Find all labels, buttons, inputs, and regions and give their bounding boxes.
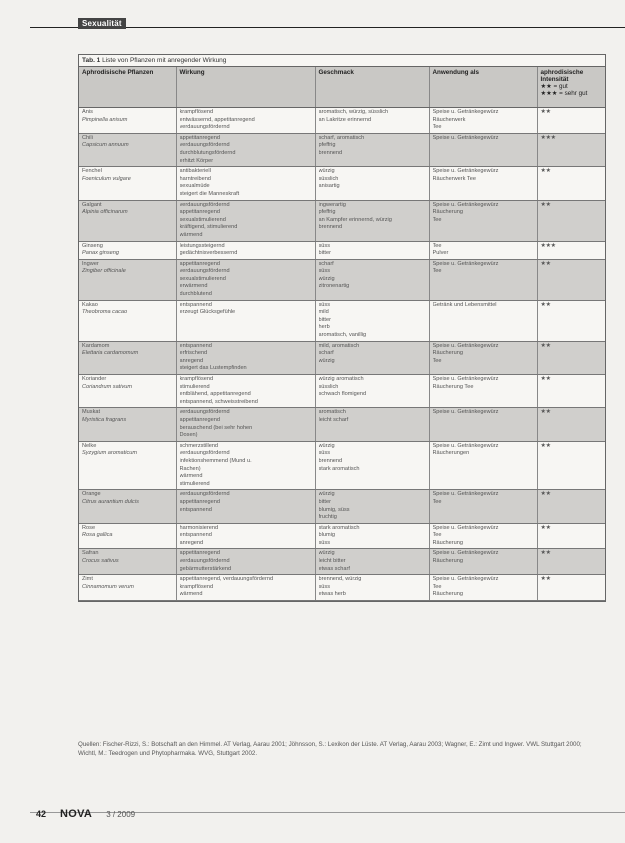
intensity-stars: ★★★ [540, 134, 556, 141]
taste-line: herb [318, 324, 330, 331]
use-line: Speise u. Getränkegewürz [432, 376, 499, 382]
use-line: Tee [432, 124, 442, 131]
effect-cell [176, 341, 315, 374]
intensity-cell [537, 133, 605, 166]
effect-line: wärmend [179, 473, 203, 480]
intensity-stars: ★★ [540, 442, 551, 449]
effect-line: appetitanregend [179, 550, 220, 557]
effect-line: verdauungsfördernd [179, 450, 230, 457]
plant-name: Nelke [82, 442, 97, 449]
intensity-stars: ★★ [540, 342, 551, 349]
intensity-cell [537, 341, 605, 374]
plant-name: Galgant [82, 201, 102, 208]
plant-latin-name: Panax ginseng [82, 250, 120, 257]
effect-cell [176, 408, 315, 441]
taste-line: würzig aromatisch [318, 376, 364, 382]
table-row [79, 441, 605, 490]
use-line: Speise u. Getränkegewürz [432, 109, 499, 115]
taste-line: süss [318, 242, 331, 249]
use-cell [429, 523, 537, 549]
use-line: Speise u. Getränkegewürz [432, 409, 499, 416]
effect-line: infektionshemmend (Mund u. [179, 457, 252, 464]
use-line: Tee [432, 357, 442, 364]
effect-cell [176, 108, 315, 134]
use-line: Tee [432, 242, 442, 249]
taste-line: brennend, würzig [318, 576, 362, 583]
plant-name: Ingwer [82, 260, 99, 267]
table-header-row [79, 67, 605, 108]
taste-line: an Lakritze erinnernd [318, 116, 372, 123]
use-cell [429, 300, 537, 341]
effect-cell [176, 575, 315, 601]
taste-line: schwach flomigend [318, 391, 367, 398]
taste-line: würzig [318, 442, 335, 449]
table-body [79, 108, 605, 601]
effect-line: entspannend [179, 301, 212, 308]
section-tag: Sexualität [78, 18, 126, 29]
use-cell [429, 375, 537, 408]
taste-line: stark aromatisch [318, 524, 360, 531]
plant-cell [79, 133, 176, 166]
taste-line: brennend [318, 457, 343, 464]
taste-line: scharf, aromatisch [318, 134, 365, 141]
effect-line: steigert das Lustempfinden [179, 365, 247, 372]
taste-line: süss [318, 539, 331, 546]
effect-line: appetitanregend [179, 260, 220, 267]
plant-latin-name: Elettaria cardamomum [82, 350, 139, 357]
taste-line: würzig [318, 275, 335, 282]
plant-latin-name: Crocus sativus [82, 558, 119, 565]
effect-line: gebärmutterstärkend [179, 565, 232, 572]
effect-line: erzeugt Glücksgefühle [179, 309, 236, 316]
table-row [79, 375, 605, 408]
use-cell [429, 200, 537, 241]
taste-line: etwas herb [318, 591, 346, 598]
taste-cell [315, 549, 429, 575]
effect-line: wärmend [179, 591, 203, 598]
use-line: Speise u. Getränkegewürz [432, 524, 499, 531]
use-line: Tee [432, 216, 442, 223]
effect-line: sexualstimulierend [179, 275, 226, 282]
taste-line: würzig [318, 168, 335, 175]
intensity-stars: ★★ [540, 201, 551, 208]
taste-line: leicht bitter [318, 558, 346, 565]
taste-line: bitter [318, 316, 331, 323]
taste-line: leicht scharf [318, 416, 349, 423]
caption-label: Tab. 1 [82, 57, 101, 64]
effect-cell [176, 549, 315, 575]
table-row [79, 549, 605, 575]
taste-line: ingwerartig [318, 201, 346, 208]
taste-line: würzig [318, 491, 335, 498]
intensity-legend-good: ★★ = gut [540, 83, 568, 90]
use-line: Pulver [432, 250, 449, 257]
taste-cell [315, 241, 429, 259]
taste-line: würzig [318, 357, 335, 364]
table-row [79, 133, 605, 166]
effect-line: wärmend [179, 231, 203, 238]
plant-cell [79, 408, 176, 441]
effect-line: entspannend [179, 342, 212, 349]
plant-cell [79, 241, 176, 259]
plant-cell [79, 523, 176, 549]
effect-line: anregend [179, 539, 204, 546]
effect-line: verdauungsfördernd [179, 268, 230, 275]
effect-line: stimulierend [179, 383, 210, 390]
intensity-cell [537, 575, 605, 601]
use-line: Speise u. Getränkegewürz [432, 260, 499, 267]
effect-line: verdauungsfördernd [179, 491, 230, 498]
caption-text: Liste von Pflanzen mit anregender Wirkung [102, 57, 227, 64]
taste-cell [315, 341, 429, 374]
plant-name: Rose [82, 524, 96, 531]
effect-line: verdauungsfördernd [179, 409, 230, 416]
effect-line: appetitanregend [179, 209, 220, 216]
taste-cell [315, 441, 429, 490]
taste-line: fruchtig [318, 514, 337, 521]
effect-line: krampflösend [179, 109, 214, 115]
plant-latin-name: Syzygium aromaticum [82, 450, 138, 457]
table-caption [79, 55, 605, 67]
col-header-intensity [537, 67, 605, 108]
effect-line: durchblutend [179, 291, 212, 298]
effect-line: appetitanregend [179, 134, 220, 141]
use-line: Räucherung Tee [432, 383, 474, 390]
use-cell [429, 408, 537, 441]
intensity-cell [537, 200, 605, 241]
use-line: Getränk und Lebensmittel [432, 301, 497, 308]
plant-cell [79, 549, 176, 575]
effect-line: appetitanregend, verdauungsfördernd [179, 576, 274, 583]
intensity-stars: ★★ [540, 168, 551, 175]
use-line: Tee [432, 583, 442, 590]
table-row [79, 408, 605, 441]
effect-line: erfrischend [179, 350, 208, 357]
table [79, 67, 605, 601]
effect-line: verdauungsfördernd [179, 124, 230, 131]
use-line: Speise u. Getränkegewürz [432, 201, 499, 208]
taste-line: anisartig [318, 183, 340, 190]
use-line: Tee [432, 268, 442, 275]
col-header-effect: Wirkung [176, 67, 315, 108]
taste-cell [315, 200, 429, 241]
use-line: Speise u. Getränkegewürz [432, 550, 499, 557]
plant-name: Muskat [82, 409, 101, 416]
issue-number: 3 / 2009 [106, 810, 136, 819]
plant-latin-name: Cinnamomum verum [82, 583, 134, 590]
effect-cell [176, 300, 315, 341]
use-line: Räucherung [432, 209, 463, 216]
use-line: Speise u. Getränkegewürz [432, 134, 499, 141]
effect-line: leistungssteigernd [179, 242, 225, 249]
effect-line: erhitzt Körper [179, 157, 214, 164]
table-row [79, 108, 605, 134]
effect-line: durchblutungsfördernd [179, 149, 236, 156]
use-line: Speise u. Getränkegewürz [432, 342, 499, 349]
use-cell [429, 575, 537, 601]
intensity-cell [537, 300, 605, 341]
plant-latin-name: Rosa gallica [82, 532, 113, 539]
intensity-stars: ★★ [540, 524, 551, 531]
taste-cell [315, 259, 429, 300]
taste-line: bitter [318, 250, 331, 257]
effect-cell [176, 490, 315, 523]
page-footer [36, 808, 135, 820]
effect-line: entspannend, schweisstreibend [179, 398, 258, 405]
effect-line: harmonisierend [179, 524, 219, 531]
taste-line: scharf [318, 350, 334, 357]
intensity-cell [537, 523, 605, 549]
effect-line: krampflösend [179, 583, 214, 590]
effect-line: sexualmüde [179, 183, 210, 190]
taste-line: blumig [318, 532, 335, 539]
taste-cell [315, 575, 429, 601]
use-cell [429, 108, 537, 134]
effect-line: krampflösend [179, 376, 214, 382]
use-line: Speise u. Getränkegewürz [432, 491, 499, 498]
effect-cell [176, 241, 315, 259]
table-row [79, 241, 605, 259]
intensity-stars: ★★ [540, 260, 551, 267]
effect-line: antibakteriell [179, 168, 211, 175]
effect-line: entwässernd, appetitanregend [179, 116, 255, 123]
use-line: Räucherwerk [432, 116, 466, 123]
taste-line: süsslich [318, 175, 339, 182]
intensity-stars: ★★ [540, 576, 551, 583]
use-line: Speise u. Getränkegewürz [432, 442, 499, 449]
plant-name: Zimt [82, 576, 93, 583]
plant-latin-name: Myristica fragrans [82, 416, 127, 423]
taste-cell [315, 108, 429, 134]
effect-line: harntreibend [179, 175, 211, 182]
use-cell [429, 490, 537, 523]
effect-line: appetitanregend [179, 498, 220, 505]
taste-line: pfeffrig [318, 209, 336, 216]
use-line: Speise u. Getränkegewürz [432, 576, 499, 583]
plant-cell [79, 259, 176, 300]
plant-cell [79, 167, 176, 200]
table-row [79, 523, 605, 549]
intensity-stars: ★★ [540, 409, 551, 416]
plant-latin-name: Foeniculum vulgare [82, 175, 131, 182]
table-row [79, 341, 605, 374]
effect-cell [176, 441, 315, 490]
taste-line: süsslich [318, 383, 339, 390]
intensity-header-label: aphrodisische Intensität [540, 69, 584, 83]
use-line: Räucherung [432, 539, 463, 546]
effect-line: appetitanregend [179, 416, 220, 423]
plant-latin-name: Citrus aurantium dulcis [82, 498, 139, 505]
use-cell [429, 241, 537, 259]
use-cell [429, 167, 537, 200]
taste-line: brennend [318, 224, 343, 231]
effect-cell [176, 133, 315, 166]
use-line: Tee [432, 498, 442, 505]
taste-line: süss [318, 301, 331, 308]
taste-line: brennend [318, 149, 343, 156]
use-cell [429, 133, 537, 166]
magazine-name: NOVA [60, 808, 93, 820]
taste-line: zitronenartig [318, 283, 350, 290]
effect-cell [176, 167, 315, 200]
col-header-plant: Aphrodisische Pflanzen [79, 67, 176, 108]
effect-line: schmerzstillend [179, 442, 219, 449]
taste-line: aromatisch, vanillig [318, 332, 367, 339]
intensity-stars: ★★ [540, 550, 551, 557]
plant-latin-name: Capsicum annuum [82, 142, 129, 149]
intensity-cell [537, 490, 605, 523]
intensity-legend-very-good: ★★★ = sehr gut [540, 90, 588, 97]
effect-cell [176, 375, 315, 408]
plant-cell [79, 108, 176, 134]
plant-latin-name: Zingiber officinale [82, 268, 126, 275]
use-cell [429, 341, 537, 374]
intensity-stars: ★★ [540, 376, 551, 382]
effect-line: sexualstimulierend [179, 216, 226, 223]
effect-line: berauschend (bei sehr hohen [179, 424, 253, 431]
taste-cell [315, 375, 429, 408]
plant-latin-name: Coriandrum sativum [82, 383, 133, 390]
taste-cell [315, 133, 429, 166]
effect-line: erwärmend [179, 283, 208, 290]
use-line: Räucherungen [432, 450, 470, 457]
taste-line: aromatisch [318, 409, 346, 416]
table-row [79, 300, 605, 341]
intensity-cell [537, 375, 605, 408]
plant-name: Fenchel [82, 168, 102, 175]
use-line: Räucherung [432, 591, 463, 598]
intensity-cell [537, 259, 605, 300]
intensity-stars: ★★★ [540, 242, 556, 249]
effect-line: verdauungsfördernd [179, 201, 230, 208]
effect-line: verdauungsfördernd [179, 142, 230, 149]
use-cell [429, 441, 537, 490]
plant-name: Kakao [82, 301, 98, 308]
plant-latin-name: Pimpinella anisum [82, 116, 128, 123]
table-row [79, 167, 605, 200]
plant-name: Koriander [82, 376, 107, 382]
taste-line: mild [318, 309, 329, 316]
effect-line: verdauungsfördernd [179, 558, 230, 565]
taste-line: süss [318, 268, 331, 275]
taste-line: scharf [318, 260, 334, 267]
taste-cell [315, 300, 429, 341]
intensity-stars: ★★ [540, 109, 551, 115]
plant-name: Ginseng [82, 242, 103, 249]
use-line: Speise u. Getränkegewürz [432, 168, 499, 175]
taste-line: stark aromatisch [318, 465, 360, 472]
plant-latin-name: Theobroma cacao [82, 309, 128, 316]
use-cell [429, 549, 537, 575]
taste-line: an Kampfer erinnernd, würzig [318, 216, 392, 223]
plant-latin-name: Alpinia officinarum [82, 209, 128, 216]
taste-cell [315, 523, 429, 549]
effect-line: stimulierend [179, 480, 210, 487]
plant-cell [79, 575, 176, 601]
table-row [79, 259, 605, 300]
table-row [79, 200, 605, 241]
plant-name: Chili [82, 134, 93, 141]
use-line: Tee [432, 532, 442, 539]
taste-line: pfeffrig [318, 142, 336, 149]
effect-line: Dosen) [179, 432, 198, 439]
plant-cell [79, 441, 176, 490]
taste-cell [315, 408, 429, 441]
plant-cell [79, 200, 176, 241]
plant-name: Kardamom [82, 342, 110, 349]
taste-cell [315, 490, 429, 523]
effect-line: kräftigend, stimulierend [179, 224, 238, 231]
plant-cell [79, 300, 176, 341]
taste-line: süss [318, 450, 331, 457]
use-line: Räucherung [432, 558, 463, 565]
plant-name: Safran [82, 550, 99, 557]
effect-cell [176, 259, 315, 300]
page-number: 42 [36, 809, 47, 819]
col-header-use: Anwendung als [429, 67, 537, 108]
intensity-cell [537, 408, 605, 441]
intensity-cell [537, 549, 605, 575]
plant-cell [79, 341, 176, 374]
source-note: Quellen: Fischer-Rizzi, S.: Botschaft an den Himmel. AT Verlag, Aarau 2001; Jöhnsson, S.: Lexikon der Lüste. AT Verlag, Aarau 2003; Wagner, E.: Zimt und Ingwer. VWL Stuttgart 2000; Wichtl, M.: Teedrogen und Phytopharmaka. WVG, Stuttgart 2002. [78, 741, 582, 757]
taste-line: würzig [318, 550, 335, 557]
effect-line: gedächtnisverbessernd [179, 250, 238, 257]
taste-line: süss [318, 583, 331, 590]
intensity-cell [537, 241, 605, 259]
effect-line: anregend [179, 357, 204, 364]
taste-cell [315, 167, 429, 200]
table-row [79, 490, 605, 523]
taste-line: mild, aromatisch [318, 342, 360, 349]
intensity-cell [537, 441, 605, 490]
effect-cell [176, 200, 315, 241]
use-line: Räucherwerk Tee [432, 175, 476, 182]
effect-line: Rachen) [179, 465, 201, 472]
plant-table [78, 54, 606, 602]
plant-cell [79, 375, 176, 408]
effect-line: entblähend, appetitanregend [179, 391, 251, 398]
use-cell [429, 259, 537, 300]
plant-cell [79, 490, 176, 523]
col-header-taste: Geschmack [315, 67, 429, 108]
plant-name: Orange [82, 491, 101, 498]
intensity-stars: ★★ [540, 491, 551, 498]
effect-cell [176, 523, 315, 549]
table-row [79, 575, 605, 601]
taste-line: bitter [318, 498, 331, 505]
effect-line: steigert die Manneskraft [179, 190, 240, 197]
intensity-cell [537, 167, 605, 200]
taste-line: blumig, süss [318, 506, 350, 513]
use-line: Räucherung [432, 350, 463, 357]
intensity-cell [537, 108, 605, 134]
effect-line: entspannend [179, 506, 212, 513]
taste-line: etwas scharf [318, 565, 350, 572]
effect-line: entspannend [179, 532, 212, 539]
intensity-stars: ★★ [540, 301, 551, 308]
plant-name: Anis [82, 109, 93, 115]
taste-line: aromatisch, würzig, süsslich [318, 109, 389, 115]
